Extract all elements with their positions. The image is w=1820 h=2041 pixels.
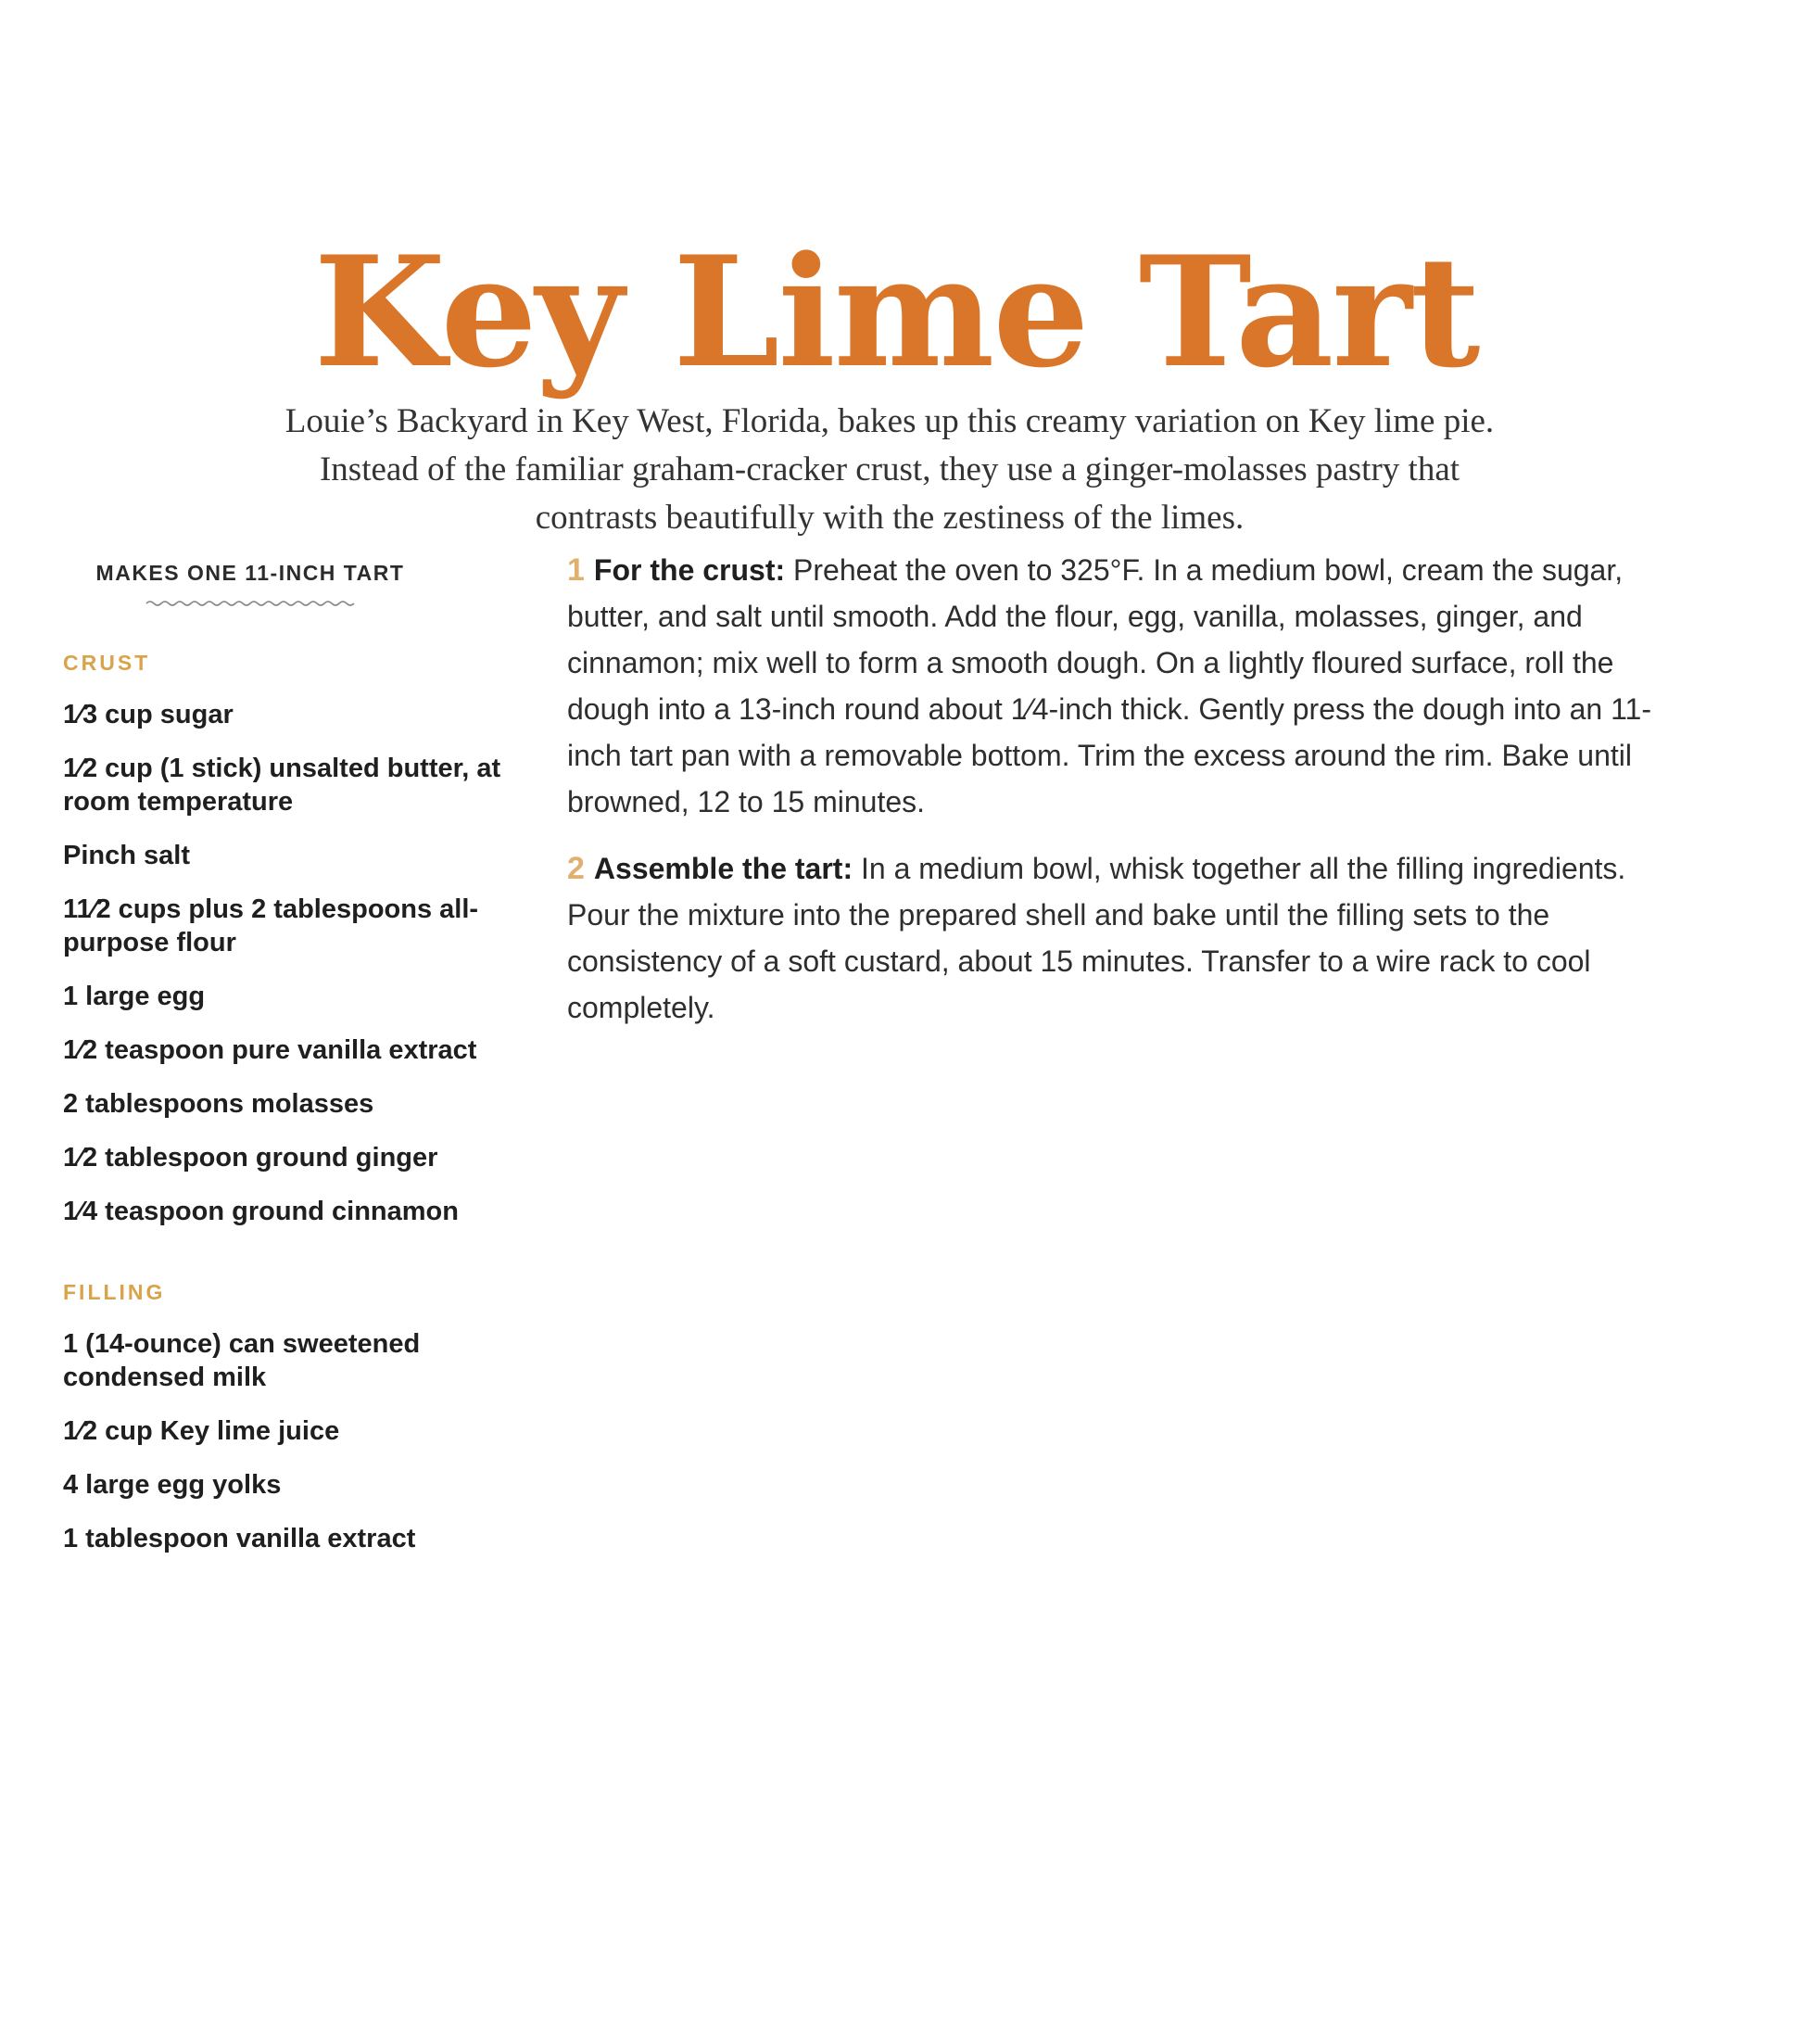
method-step — [567, 845, 1670, 1031]
step-number: 2 — [567, 851, 585, 886]
crust-heading: CRUST — [63, 651, 151, 675]
ingredient-item: 1⁄2 cup Key lime juice — [63, 1416, 340, 1446]
step-text: In a medium bowl, whisk together all the filling ingredients. Pour the mixture into the prepared shell and bake until the filling sets to the consistency of a soft custard, about 15 minutes. Transfer to a wire rack to cool completely. — [567, 852, 1626, 1024]
step-lead: Assemble the tart: — [593, 852, 853, 885]
ingredient-item: 1⁄4 teaspoon ground cinnamon — [63, 1197, 459, 1226]
method-column — [567, 547, 1670, 1051]
ingredient-item: 1 large egg — [63, 982, 206, 1011]
ingredient-item: 1 (14-ounce) can sweetened condensed milk — [63, 1329, 421, 1392]
ingredient-item: 11⁄2 cups plus 2 tablespoons all-purpose flour — [63, 894, 479, 957]
page-title: Key Lime Tart — [313, 222, 1479, 401]
ingredient-item: Pinch salt — [63, 841, 190, 870]
intro-line: Louie’s Backyard in Key West, Florida, bakes up this creamy variation on Key lime pie. — [284, 402, 1495, 440]
intro-line: Instead of the familiar graham-cracker crust, they use a ginger-molasses pastry that — [319, 450, 1460, 488]
yield-label: MAKES ONE 11-INCH TART — [95, 561, 405, 585]
step-text: Preheat the oven to 325°F. In a medium bowl, cream the sugar, butter, and salt until smooth. Add the flour, egg, vanilla, molasses, ginger, and cinnamon; mix well to form a smooth dough. On a lightly floured surface, roll the dough into a 13-inch round about 1⁄4-inch thick. Gently press the dough into an 11-inch tart pan with a removable bottom. Trim the excess around the rim. Bake until browned, 12 to 15 minutes. — [567, 553, 1651, 818]
ingredient-item: 4 large egg yolks — [63, 1470, 282, 1500]
crust-ingredients — [63, 698, 526, 1228]
ingredient-item: 2 tablespoons molasses — [63, 1089, 374, 1119]
ingredient-item: 1⁄2 cup (1 stick) unsalted butter, at room temperature — [63, 754, 501, 817]
filling-heading: FILLING — [63, 1280, 166, 1304]
ingredient-item: 1⁄3 cup sugar — [63, 700, 234, 729]
squiggle-divider — [145, 599, 360, 608]
method-step — [567, 547, 1670, 825]
ingredient-item: 1⁄2 teaspoon pure vanilla extract — [63, 1035, 477, 1065]
ingredient-item: 1 tablespoon vanilla extract — [63, 1524, 416, 1553]
ingredient-item: 1⁄2 tablespoon ground ginger — [63, 1143, 438, 1173]
intro-paragraph — [222, 398, 1557, 542]
intro-line: contrasts beautifully with the zestiness of the limes. — [535, 499, 1245, 537]
filling-ingredients — [63, 1327, 526, 1555]
ingredients-column — [63, 561, 526, 1555]
step-lead: For the crust: — [593, 553, 786, 587]
step-number: 1 — [567, 552, 585, 588]
